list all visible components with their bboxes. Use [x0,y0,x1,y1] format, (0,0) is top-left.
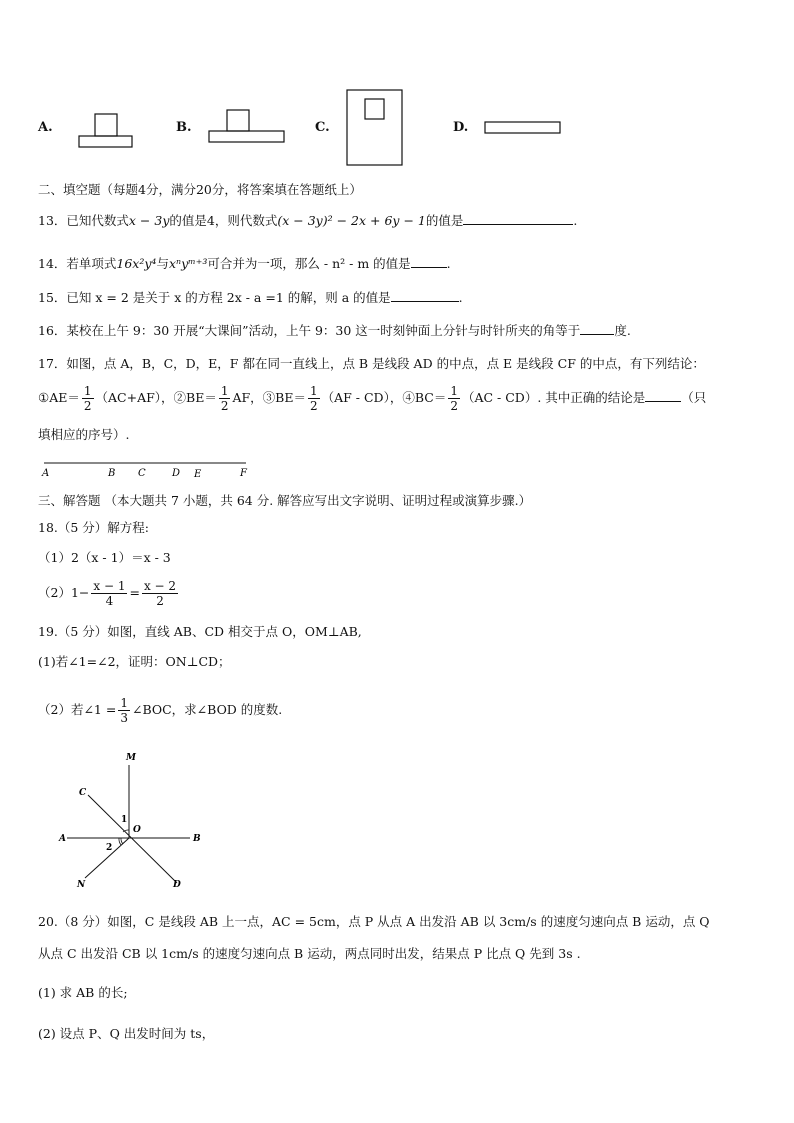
section-3-title: 三、解答题 （本大题共 7 小题，共 64 分. 解答应写出文字说明、证明过程或演算步骤.） [38,493,532,508]
question-18-part2: （2）1− $\frac{x - 1}{4}$ = $\frac{x - 2}{2}$ [38,579,177,608]
q13-expr2: (x − 3y)² − 2x + 6y − 1 [277,213,426,228]
option-d-label: D. [453,120,469,135]
option-a-figure [78,113,134,149]
q19-angle-2: 2 [106,843,113,853]
q17-answer-blank [645,389,681,402]
q17-number-line-figure [38,455,258,481]
q17-point-a: A [42,468,50,479]
option-b-figure [208,109,286,145]
q17-point-f: F [240,468,247,479]
question-19-title: 19.（5 分）如图，直线 AB、CD 相交于点 O，OM⊥AB, [38,624,362,639]
question-15: 15．已知 x = 2 是关于 x 的方程 2x - a =1 的解，则 a 的值是 . [38,290,463,305]
question-20-line2: 从点 C 出发沿 CB 以 1cm/s 的速度匀速向点 B 运动，两点同时出发，结果点 P 比点 Q 先到 3s . [38,946,581,961]
q15-answer-blank [391,289,459,302]
question-14: 14．若单项式16x²y⁴与xⁿyᵐ⁺³可合并为一项，那么 - n² - m 的值是 . [38,256,451,271]
question-18-title: 18.（5 分）解方程: [38,520,150,535]
q14-expr2: xⁿyᵐ⁺³ [168,256,208,271]
q13-expr1: x − 3y [128,213,170,228]
option-a-label: A. [38,120,53,135]
question-20-part2: (2) 设点 P、Q 出发时间为 ts， [38,1026,215,1041]
question-19-part2: （2）若∠1 = $\frac{1}{3}$ ∠BOC，求∠BOD 的度数. [38,696,283,725]
q16-answer-blank [580,322,614,335]
q17-point-e: E [194,469,202,480]
q19-label-a: A [59,834,66,844]
q19-label-m: M [126,753,136,763]
q14-answer-blank [411,255,447,268]
question-19-part1: (1)若∠1=∠2，证明：ON⊥CD； [38,654,231,669]
question-13: 13．已知代数式x − 3y的值是4，则代数式(x − 3y)² − 2x + 6y − 1的值是 . [38,213,578,228]
q19-angle-1: 1 [121,815,128,825]
q14-expr1: 16x²y⁴ [116,256,157,271]
q19-angle-figure [55,750,210,895]
question-18-part1: （1）2（x - 1）＝x - 3 [38,550,171,565]
section-2-title: 二、填空题（每题4分，满分20分，将答案填在答题纸上） [38,182,362,197]
q19-label-b: B [193,834,201,844]
option-c-figure [346,89,404,167]
question-16: 16．某校在上午 9：30 开展“大课间”活动，上午 9：30 这一时刻钟面上分针与时针所夹的角等于 度. [38,323,631,338]
question-17-conclusions: ①AE＝ $\frac{1}{2}$ （AC+AF），②BE＝ $\frac{1}{2}$ AF，③BE＝ $\frac{1}{2}$ （AF - CD），④BC＝ $\frac{1}{2}$ （AC - CD）. 其中正确的结论是 （只 [38,384,707,413]
option-b-label: B. [176,120,192,135]
question-20-line1: 20.（8 分）如图，C 是线段 AB 上一点，AC = 5cm，点 P 从点 A 出发沿 AB 以 3cm/s 的速度匀速向点 B 运动，点 Q [38,914,710,929]
q17-point-c: C [138,468,146,479]
q19-label-o: O [133,825,141,835]
option-c-label: C. [315,120,330,135]
question-20-part1: (1) 求 AB 的长; [38,985,128,1000]
question-17-line3: 填相应的序号）. [38,427,130,442]
option-d-figure [484,120,562,136]
q19-label-n: N [77,880,86,890]
q13-answer-blank [463,212,573,225]
q17-point-d: D [172,468,181,479]
q19-label-d: D [173,880,181,890]
q19-label-c: C [79,788,87,798]
q17-point-b: B [108,468,116,479]
question-17-line1: 17．如图，点 A，B，C，D，E，F 都在同一直线上，点 B 是线段 AD 的中点，点 E 是线段 CF 的中点，有下列结论： [38,356,705,371]
